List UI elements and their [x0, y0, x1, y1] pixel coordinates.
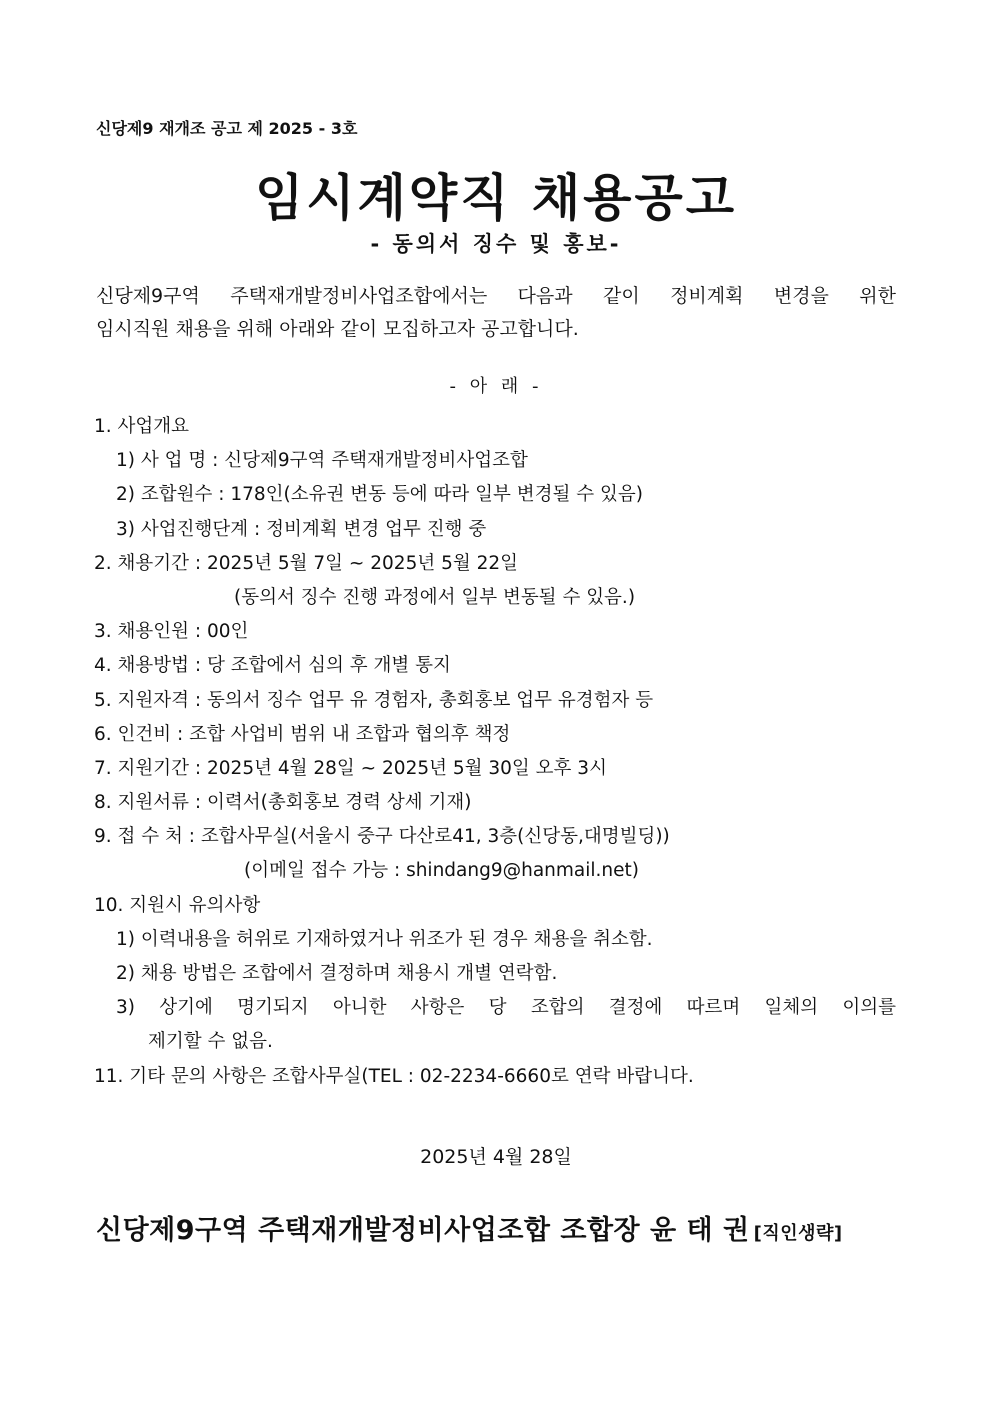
page-subtitle: - 동의서 징수 및 홍보- [370, 232, 622, 256]
item-9-note: (이메일 접수 가능 : shindang9@hanmail.net) [244, 860, 640, 882]
item-1-2: 2) 조합원수 : 178인(소유권 변동 등에 따라 일부 변경될 수 있음) [116, 484, 643, 506]
notice-items [94, 410, 904, 1094]
item-1-3: 3) 사업진행단계 : 정비계획 변경 업무 진행 중 [116, 518, 487, 540]
intro-paragraph [96, 280, 896, 346]
intro-line-1: 신당제9구역 주택재개발정비사업조합에서는 다음과 같이 정비계획 변경을 위한 [96, 285, 896, 307]
stamp-omitted-label: [직인생략] [753, 1223, 843, 1244]
item-3: 3. 채용인원 : 00인 [94, 621, 249, 643]
item-1-1: 1) 사 업 명 : 신당제9구역 주택재개발정비사업조합 [116, 450, 528, 472]
notice-date: 2025년 4월 28일 [420, 1146, 572, 1168]
signature-text: 신당제9구역 주택재개발정비사업조합 조합장 윤 태 권 [96, 1215, 750, 1246]
page-title: 임시계약직 채용공고 [254, 169, 738, 227]
item-2: 2. 채용기간 : 2025년 5월 7일 ~ 2025년 5월 22일 [94, 552, 519, 574]
item-9: 9. 접 수 처 : 조합사무실(서울시 중구 다산로41, 3층(신당동,대명빌딩)) [94, 826, 670, 848]
intro-line-2: 임시직원 채용을 위해 아래와 같이 모집하고자 공고합니다. [96, 318, 579, 340]
item-1-heading: 1. 사업개요 [94, 416, 190, 437]
item-5: 5. 지원자격 : 동의서 징수 업무 유 경험자, 총회홍보 업무 유경험자 등 [94, 689, 654, 711]
item-2-note: (동의서 징수 진행 과정에서 일부 변동될 수 있음.) [234, 586, 636, 608]
item-10-2: 2) 채용 방법은 조합에서 결정하며 채용시 개별 연락함. [116, 963, 558, 984]
signature-line [96, 1208, 843, 1247]
item-7: 7. 지원기간 : 2025년 4월 28일 ~ 2025년 5월 30일 오후 3시 [94, 757, 607, 779]
item-4: 4. 채용방법 : 당 조합에서 심의 후 개별 통지 [94, 655, 451, 677]
item-8: 8. 지원서류 : 이력서(총회홍보 경력 상세 기재) [94, 792, 472, 814]
item-10-3-continued: 제기할 수 없음. [148, 1031, 273, 1053]
item-10-heading: 10. 지원시 유의사항 [94, 894, 261, 916]
section-separator: - 아 래 - [449, 376, 543, 397]
item-6: 6. 인건비 : 조합 사업비 범위 내 조합과 협의후 책정 [94, 723, 511, 745]
item-10-3: 3) 상기에 명기되지 아니한 사항은 당 조합의 결정에 따르며 일체의 이의를 [116, 997, 896, 1019]
item-11: 11. 기타 문의 사항은 조합사무실(TEL : 02-2234-6660로 연락 바랍니다. [94, 1065, 694, 1087]
item-10-1: 1) 이력내용을 허위로 기재하였거나 위조가 된 경우 채용을 취소함. [116, 928, 653, 950]
notice-number: 신당제9 재개조 공고 제 2025 - 3호 [96, 119, 358, 138]
